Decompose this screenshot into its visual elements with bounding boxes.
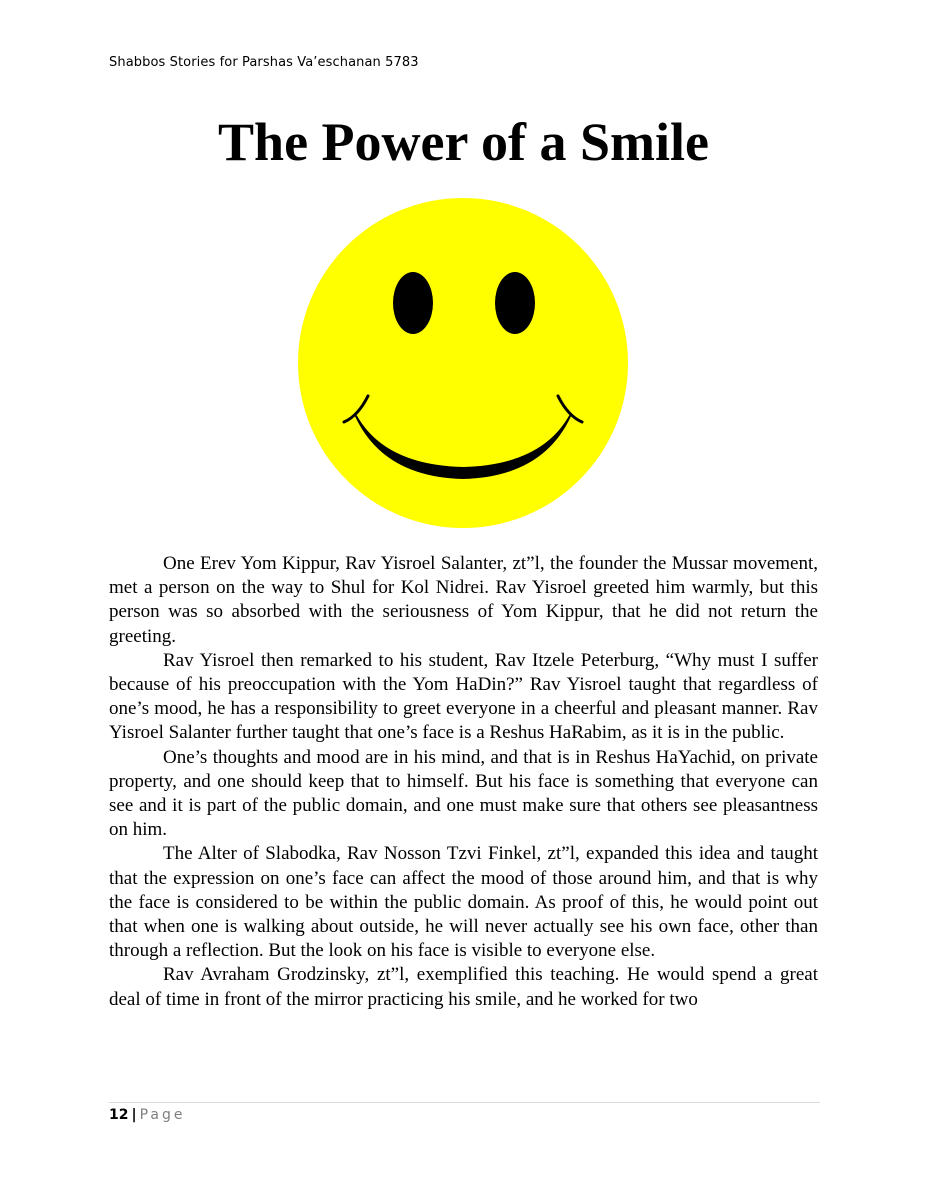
body-paragraph-2: Rav Yisroel then remarked to his student, Rav Itzele Peterburg, “Why must I suffer because of his preoccupation with the Yom HaDin?” Rav Yisroel taught that regardless of one’s mood, he has a responsibility to greet everyone in a cheerful and pleasant manner. Rav Yisroel Salanter further taught that one’s face is a Reshus HaRabim, as it is in the public. [109,649,818,744]
page-label: Page [139,1107,186,1123]
footer-divider [109,1102,820,1103]
smiley-face-icon [296,196,630,530]
body-paragraph-4: The Alter of Slabodka, Rav Nosson Tzvi Finkel, zt”l, expanded this idea and taught that the expression on one’s face can affect the mood of those around him, and that is why the face is considered to be within the public domain. As proof of this, he would point out that when one is walking about outside, he will never actually see his own face, other than through a reflection. But the look on his face is visible to everyone else. [109,843,818,962]
smiley-right-eye [495,272,535,334]
page-footer [109,1107,186,1123]
footer-separator: | [131,1107,137,1123]
running-header: Shabbos Stories for Parshas Va’eschanan 5783 [109,55,419,70]
body-paragraph-1: One Erev Yom Kippur, Rav Yisroel Salanter, zt”l, the founder the Mussar movement, met a person on the way to Shul for Kol Nidrei. Rav Yisroel greeted him warmly, but this person was so absorbed with the seriousness of Yom Kippur, that he did not return the greeting. [109,553,818,647]
article-body [109,552,818,1012]
page-number: 12 [109,1107,129,1123]
article-title: The Power of a Smile [218,112,709,172]
smiley-left-eye [393,272,433,334]
body-paragraph-3: One’s thoughts and mood are in his mind, and that is in Reshus HaYachid, on private property, and one should keep that to himself. But his face is something that everyone can see and it is part of the public domain, and one must make sure that others see pleasantness on him. [109,746,818,841]
body-paragraph-5: Rav Avraham Grodzinsky, zt”l, exemplified this teaching. He would spend a great deal of time in front of the mirror practicing his smile, and he worked for two [109,964,818,1010]
